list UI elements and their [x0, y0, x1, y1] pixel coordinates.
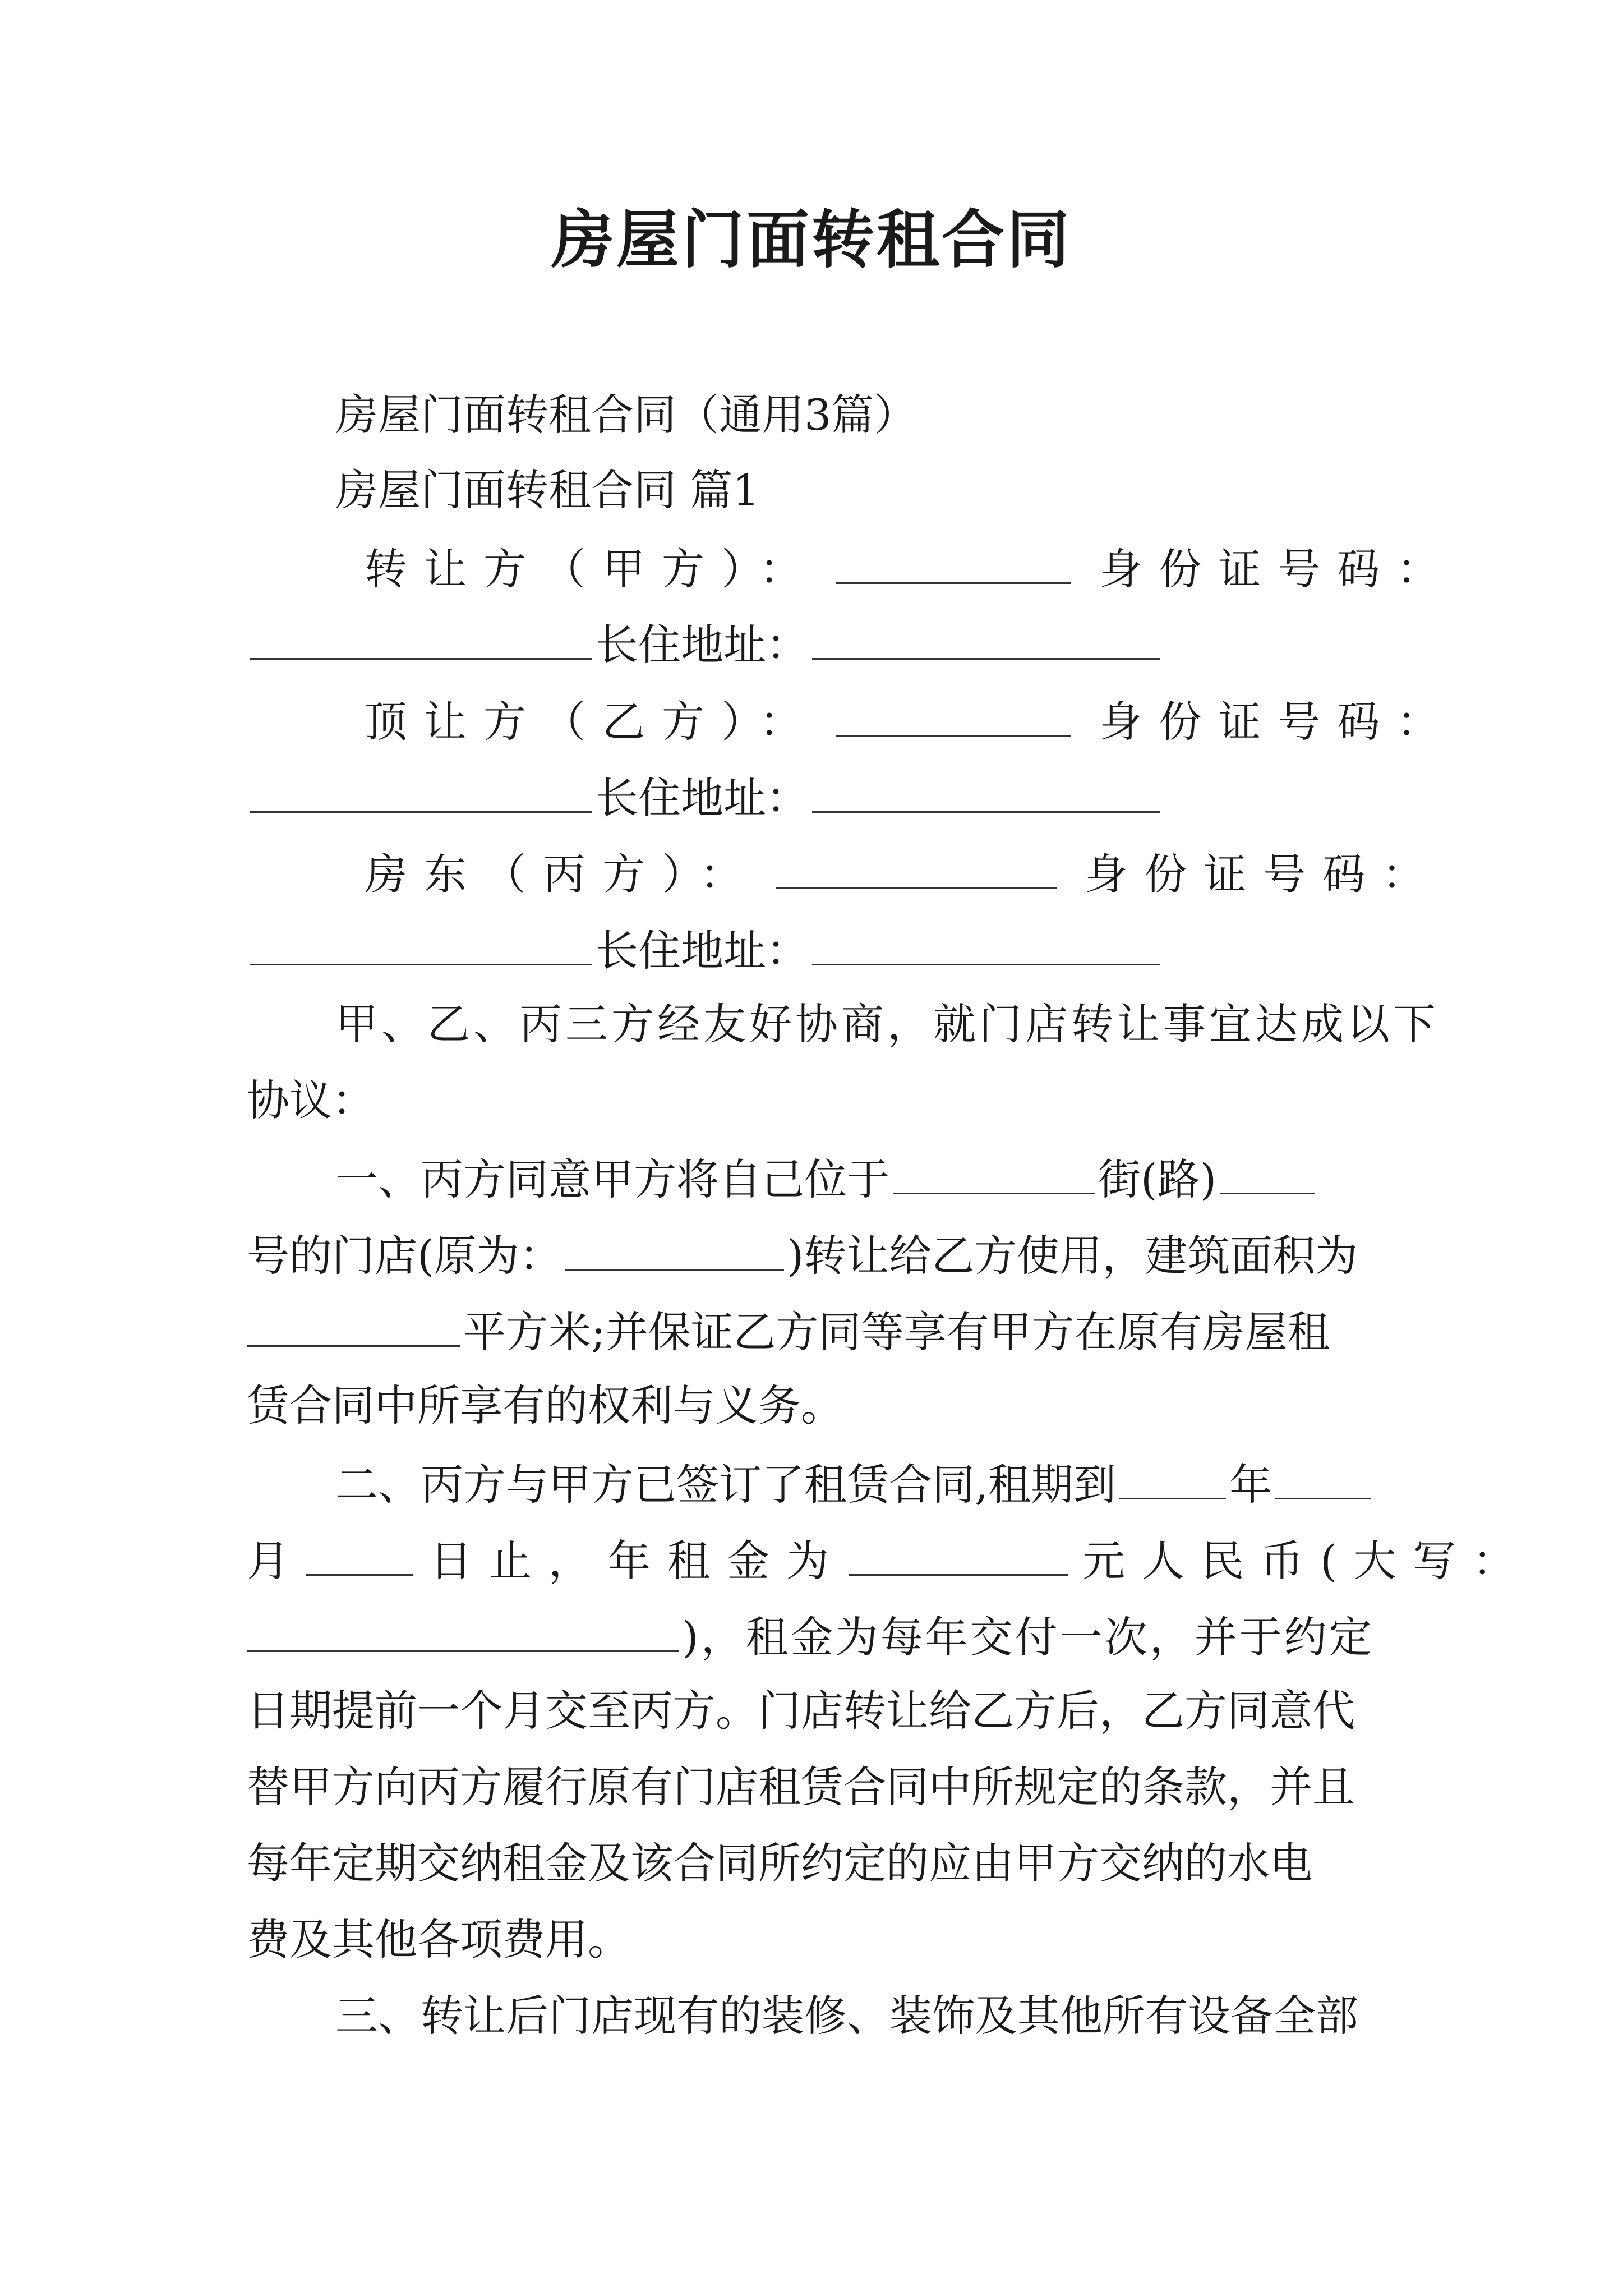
party-c-label: 房东（丙方）：	[365, 849, 759, 899]
clause2-text-d: 日止，年租金为	[430, 1536, 846, 1586]
party-b-address-blank[interactable]	[812, 767, 1160, 813]
number-blank[interactable]	[1220, 1149, 1315, 1194]
party-c-address-line	[247, 920, 1163, 979]
intro-line-2: 协议：	[247, 1075, 375, 1125]
lease-month-blank[interactable]	[1275, 1454, 1371, 1499]
clause2-line-7: 费及其他各项费用。	[247, 1915, 630, 1964]
document-title: 房屋门面转租合同	[551, 203, 1072, 277]
clause2-line-1	[335, 1454, 1374, 1513]
party-a-name-blank[interactable]	[836, 539, 1071, 584]
party-a-address-line	[247, 614, 1163, 673]
clause1-text-e: 平方米;并保证乙方同等享有甲方在原有房屋租	[463, 1307, 1330, 1357]
clause1-text-d: )转让给乙方使用，建筑面积为	[787, 1231, 1358, 1281]
party-a-line	[365, 539, 1456, 597]
party-c-id-label: 身份证号码：	[1085, 849, 1442, 899]
annual-rent-blank[interactable]	[849, 1530, 1068, 1576]
party-a-label: 转让方（甲方）：	[365, 544, 819, 594]
party-b-label: 顶让方（乙方）：	[365, 697, 819, 747]
rent-in-words-blank[interactable]	[247, 1607, 679, 1652]
intro-line-1: 甲、乙、丙三方经友好协商，就门店转让事宜达成以下	[335, 999, 1439, 1049]
party-b-id-label: 身份证号码：	[1099, 697, 1456, 747]
clause2-text-f: )，租金为每年交付一次，并于约定	[682, 1612, 1374, 1662]
party-b-id-blank[interactable]	[250, 767, 592, 813]
original-use-blank[interactable]	[565, 1225, 784, 1271]
clause3-line-1: 三、转让后门店现有的装修、装饰及其他所有设备全部	[335, 1991, 1358, 2041]
clause1-line-4: 赁合同中所享有的权利与义务。	[247, 1381, 843, 1430]
lease-day-blank[interactable]	[306, 1530, 413, 1576]
clause2-text-e: 元人民币(大写：	[1082, 1536, 1532, 1586]
clause2-text-c: 月	[247, 1536, 289, 1586]
clause1-line-3	[247, 1301, 1330, 1360]
party-a-address-blank[interactable]	[812, 614, 1160, 660]
area-blank[interactable]	[247, 1301, 460, 1347]
clause2-line-4: 日期提前一个月交至丙方。门店转让给乙方后，乙方同意代	[247, 1686, 1355, 1736]
party-b-address-line	[247, 767, 1163, 826]
clause2-line-2	[247, 1530, 1532, 1589]
party-b-address-label: 长住地址：	[596, 773, 809, 823]
subtitle: 房屋门面转租合同（通用3篇）	[335, 390, 917, 440]
clause2-text-a: 二、丙方与甲方已签订了租赁合同,租期到	[335, 1460, 1117, 1510]
party-a-address-label: 长住地址：	[596, 620, 809, 670]
party-b-name-blank[interactable]	[836, 691, 1071, 737]
clause2-line-3	[247, 1607, 1374, 1665]
lease-year-blank[interactable]	[1119, 1454, 1226, 1499]
party-c-name-blank[interactable]	[776, 844, 1057, 889]
clause2-text-b: 年	[1229, 1460, 1272, 1510]
clause1-text-c: 号的门店(原为：	[247, 1231, 562, 1281]
party-b-line	[365, 691, 1456, 750]
party-c-line	[365, 844, 1441, 903]
part-heading: 房屋门面转租合同 篇1	[335, 465, 760, 515]
clause1-text-b: 街(路)	[1098, 1154, 1217, 1204]
clause1-line-2	[247, 1225, 1358, 1284]
clause2-line-6: 每年定期交纳租金及该合同所约定的应由甲方交纳的水电	[247, 1838, 1312, 1888]
party-c-address-blank[interactable]	[812, 920, 1160, 965]
party-c-address-label: 长住地址：	[596, 926, 809, 976]
clause1-text-a: 一、丙方同意甲方将自己位于	[335, 1154, 889, 1204]
clause1-line-1	[335, 1149, 1318, 1208]
street-blank[interactable]	[893, 1149, 1095, 1194]
party-c-id-blank[interactable]	[250, 920, 592, 965]
clause2-line-5: 替甲方向丙方履行原有门店租赁合同中所规定的条款，并且	[247, 1762, 1355, 1812]
party-a-id-label: 身份证号码：	[1099, 544, 1456, 594]
party-a-id-blank[interactable]	[250, 614, 592, 660]
